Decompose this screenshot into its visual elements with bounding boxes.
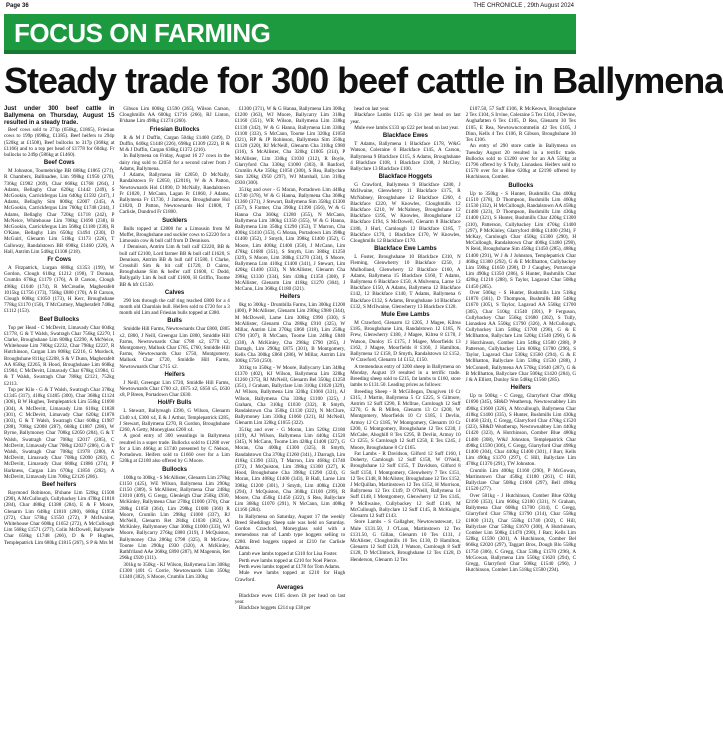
paragraph: Up to 350kg - S Hunter, Bushmills Cha 400kg £1510 (378), D Thompson, Bushmills Lim 460kg £1530 (332), H McCullough, Randalstown AA 458kg £1480 (323), D Thompson, Bushmills Lim 436kg £1400 (321), S Hunter, Bushmills Char 420kg £1300 (310), Patterson, Cullybackey Lim 470kg £1400 (297), P McKinley, Glarryford 480kg £1400 (294), F McKay, Carnlough Char 450kg £1300 (290), H McCullough, Randalstown Char 400kg £1460 (298), N Reid, Broughshane Sim 458kg £1450 (285), 488kg £1400 (291), W J & J Johnston, Templepatrick Char 460kg £1300 (292), G & E McIlhatton, Cullybackey Lim 590kg £1650 (290), D J Caughey, Portavogie Lim 490kg £1350 (286), S Hunter, Bushmills Char 420kg £1210 (288), S Taylor, Lagavad Char 508kg £1450 (285). — [465, 190, 577, 290]
paragraph: 100kg to 300kg - S McAllister, Glenarm Lim 278kg £1150 (425), WE Wilson, Ballymena Lim 290kg £1150 (389), S McAllister, Ballymena Char 248kg £1010 (409), G Gregg, Glenleigh Char 250kg £930, McKinley, Ballymena Char 270kg £1000 (370), Char 288kg £1050 (364), Lim 298kg £1080 (360) R Moore, Crumlin Lim 298kg £1000 (337), RJ McNeill, Glenarm Ret 284kg £1030 (362), A McKinley, Ballymoney Char 300kg £1000 (333), WJ Moore, Ballycarry 276kg £880 (319), J McQuiston, Ballymoney Cha 286kg £798 (325), R McGraw, Toome Lim 290kg £930 (320), A McKinley, Rathfriland AAe 268kg £890 (287), M Magennis, Ret 296kg £920 (311). — [119, 474, 230, 562]
subheading: Hol/Fr Bulls — [157, 400, 192, 407]
page-header — [0, 0, 580, 12]
paragraph: Top per Kilo - G & T Walsh, Swatragh Char 378kg £1345 (317), 418kg £1405 (300), Char 368kg £1124 (306), B W Hughes, Templepatrick Lim 556kg £1690 (304), A McDevitt, Limavady Lim 610kg £1838 (301), C McDevitt, Limavady Char 620kg £1878 (303), G & T Walsh, Swatragh Char 608kg £1987 (288), 708kg £2008 (287), 668kg £1887 (286), W Byrne, Ballymoney Char 708kg £2050 (284), G & T Walsh, Swatragh Char 708kg £2017 (285), C McDevitt, Limavady Char 708kg £2027 (286), G & T Walsh, Swatragh Char 708kg £1978 (280), A McDevitt, Limavady Char 708kg £2090 (283), C McDevitt, Limavady Char 688kg £1886 (274), P Harkness, Cargan Lim 670kg £1856 (282), A McDevitt, Limavady Lim 700kg £2126 (286). — [4, 386, 115, 480]
paragraph: M Johnston, Toomebridge BB 688kg £1865 (271), R Chambers, Ballinadee, Lim 998kg £1950 (270), 736kg £1982 (269), Char 668kg £1768 (264), J Adams, Bellaghy Char 620kg £1442 (249), S McGookin, Carrickfergus Lim 640kg £1592 (247), J Adams, Bellaghy Sim 800kg £2007 (245), A McGookin, Carrickfergus Lim 760kg £1748 (244), J Adams, Bellaghy Char 720kg £1718 (242), P McNeice, Whitehouse Lim 708kg £1690 (238), B McGookin, Carrickfergus Lim 568kg £1180 (230), R O'Kane, Bellaghy Lim 650kg £1494 (230), D McGuirl, Glenarm Lim 518kg £1173 (226), T Galloway, Randalstown BB 698kg £1460 (220), A Hall, Antrim Lim 540kg £1108 (218). — [4, 168, 115, 255]
section-title: FOCUS ON FARMING — [14, 18, 271, 48]
paragraph: Lamb ewe lambs topped at £310 for Lisa Foster. — [238, 551, 338, 558]
paragraph: Over 500kg - S Hunter, Bushmills Lim 518kg £1870 (361), D Thompson, Bushmills BB 548kg £1670 (305), S Taylor, Lagavad AA 558kg £1700 (305), Char 510kg £1540 (301), P Ferguson, Cullybackey Char 556kg £1680 (302), S Tully, Lisnaskea AA 550kg £1790 (326), A McCullough, Cullybackey Lim 540kg £1700 (296), G & E McIlhatton, Ballyclare Lim 520kg £1540 (296), G & J Hutchinson, Comber Lim 548kg £1580 (288), P Patterson, Cullybackey Lim 600kg £1780 (296), S Taylor, Lagavad Char 530kg £1560 (294), G & E McIlhatton, Ballyclare Lim 530kg £1530 (288), J McConnell, Ballymena AA 570kg £1640 (287), G & B McIlhatton, Ballyclare Char 500kg £1420 (284), G J & A Elliott, Dunloy Sim 548kg £1560 (285). — [465, 290, 577, 383]
subheading: Bullocks — [508, 182, 534, 189]
paragraph: In Ballymena on Friday, August 16 27 cows in the dairy ring sold to £2050 for a second calver from J Adams, Ballymena. — [119, 153, 230, 172]
paragraph: 301kg to 350kg - KJ Wilson, Ballymena Lim 308kg £1300 (401 G Corrie, Newtownards Lim 350kg £1340 (382), S Moore, Crumlin Lim 330kg — [119, 561, 230, 580]
subheading: Bullocks — [162, 466, 188, 473]
paragraph: Blackface Lambs £125 up £14 per head on last year. — [350, 112, 461, 125]
page-number: Page 36 — [6, 3, 29, 9]
paragraph: Crumlin Lim 400kg £1160 (290), P McGowan, Martinstown Char 450kg £1180 (261), C Hill, Ballyclare Char 508kg £1600 (297), Bell 498kg £1520 (277). — [465, 467, 577, 493]
subheading: Calves — [164, 289, 185, 296]
paragraph: Perth ewe lambs topped at £210 for Noel Pierce. — [238, 557, 338, 564]
subheading: Fr Cows — [47, 257, 72, 264]
subheading: Blackface Ewe Lambs — [374, 246, 437, 253]
paragraph: J Dennison, Antrim Lim & bull calf £2220, BB & bull calf £2100, Lord farmer BB & bull calf £1620, S Dennison, Antrim BB & bull calf £1580, I Clarke, Crosshill Sim & bit calf £1720, D Cairns, Broughshane Sim & heifer calf £1600, C Dodd, Ballygally Lim & bull calf £1600, H Griffin, Toome BB & hfr £1530. — [119, 244, 230, 288]
article-column-5 — [466, 106, 576, 734]
paragraph: A Fitzpatrick, Lurgan 680kg £1353 (199), W Gordon, Clough 610kg £1212 (198), T Donnan, Crumlin 676kg £1179 (176), A B Carson, Clough 498kg £1040 (174), R McCreadie, Magherafelt 1015kg £1756 (173), 758kg £880 (170), A B Carson, Clough 608kg £1050 (173), H Kerr, Broughshane 778kg £1170 (150), T McCartney, Magherafelt 748kg £1112 (153). — [4, 265, 115, 315]
article-headline: Steady trade for 300 beef cattle in Ballymena — [4, 60, 723, 101]
banner-stripe — [4, 50, 576, 54]
paragraph: L Stewart, Ballyreagh £390, G Wilson, Glenarm £340 x4, £300 x4, E & J Arthur, Templepatrick £285, J Stewart, Ballymena £270, R Gordon, Broughshane £260, A Getty, Moneyglass £260 x4. — [119, 408, 230, 434]
paragraph: £107.50, 57 Suff £106, R McKeown, Broughshane 2 Tex £104, S Irvine, Coleraine 5 Tex £104, J Devine, Aughafatten 6 Tex £105, D Rea, Glenarm 30 Tex £105, E Rea, Newtowncrommelin 42 Tex £105, J Dinn, Kells 4 Tex £106, R Gibson, Broughshane 30 Tex £106. — [465, 106, 577, 144]
article-column-1 — [4, 106, 114, 734]
subheading: Beef Bullocks — [39, 316, 80, 323]
paragraph: J Adams, Ballymena Hr £2050, D McNally, Randalstown Fr £2050, (£2016), W & A Patton, Newtownards Hol £1890, D McNally, Randalstown Fr £1820, J McCann, Lagan Fr £1860, J Adams, Ballymena Fr £1730, J Jameson, Broughshane Hol £1820, D Patton, Newtownards Hol £1800, T Carlisle, Dundrod Fr £1800. — [119, 172, 230, 216]
paragraph: Blackface hoggets £214 up £38 per — [238, 605, 311, 612]
paragraph: Gibson Lim 600kg £1590 (265), Wilson Carson, Cloughmills AA 600kg £1716 (266), RJ Linton, B'shane Lim 498kg £1274 (260). — [119, 106, 230, 125]
subheading: Mule Ewe Lambs — [381, 312, 430, 319]
subheading: Averages — [276, 584, 304, 591]
subheading: Beef heifers — [42, 481, 77, 488]
paragraph: Up to 500kg - C Gregg, Glarryford Char 490kg £1690 (345), SB&D Weatherup, Newtownabbey Lim 490kg £1600 (326), A Mccullough, Ballymena Char 418kg £1400 (335), S Hunter, Bushmills Lim 430kg £1460 (324), C Gregg, Glarryford Char 470kg £1520 (323), SB&D Weatherup, Newtownabbey Lim 440kg £1420 (323), A Hutchinson, Comber Blue 480kg £1480 (308), W&J Johnston, Templepatrick Char 498kg £1590 (306), C Gregg, Glarryford Char 498kg £1400 (304), Char 440kg £1400 (301), J Barr, Kells Lim 490kg £1370 (297), C Hill, Ballyclare Lim 470kg £1370 (291), TW Johnston. — [465, 393, 577, 468]
article-body — [4, 106, 576, 734]
paragraph: An entry of 290 store cattle in Ballymena on Tuesday August 20 resulted in a terrific trade. Bullocks sold to £1200 over for an AA 550kg at £1790 offered by S Tully, Lisnaskea. Heifers sold to £1570 over for a Blue 620kg at £2190 offered by Hutchinson, Comber. — [465, 143, 577, 181]
paragraph: head on last year. — [354, 106, 390, 112]
paragraph: Perth ewes lambs topped at £178 for Tom Adams. — [238, 563, 341, 570]
paragraph: In Ballymena on Saturday, August 17 the weekly Breed Sheddings Sheep sale was held on Saturday. Gordon Crawford, Moneyglass sold with a tremendous run of Lamb type hoggets selling to £280. Bred hoggets topped at £210 for Carlisle Adams. — [234, 513, 346, 551]
subheading: Blackface Hoggets — [378, 174, 433, 181]
subheading: Bulls — [167, 318, 182, 325]
paragraph: M Crawford, Glenarm 12 £205, J Magee, Kilrea £185, Broughshane Lim, Randalstown 12 £185, N Frew, Glenwherry £180, J Magee, Kilrea 8 £178, J Watson, Dunloy 15 £175, J Magee, Moorfields 13 £162, J Magee, Moorfields 8 £160, J Hamilton, Ballymena 12 £158, D Smyth, Randalstown 12 £152, W Crawford, Glenarm 14 £152, £150. — [350, 320, 461, 364]
paragraph: R & M J Duffin, Cargan 504kg £1460 (249), D Duffin, 640kg £1448 (226), 698kg £1309 (222), B & M & J Duffin, Cargan 636kg £1372 (216). — [119, 134, 230, 154]
masthead-date: THE CHRONICLE , 29th August 2024 — [473, 3, 574, 9]
paragraph: Mule ewe lambs £133 up £22 per head on last year. — [354, 124, 460, 131]
paragraph: A good entry of 300 weanlings in Ballymena resulted in a super trade. Bullocks sold to £1280 over for a Lim 466kg at £1740 presented by C Nelson, Portadown. Heifers sold to £1660 over for a Lim 520kg at £2180 also offered by G Moore. — [119, 433, 230, 465]
paragraph: £1300 (371), W & G Hanna, Ballymena Lim 300kg £1200 (363), WJ Moore, Ballycarry Lim 318kg £1160 (351), WR Wilson, Ballymena Lim 338kg £1130 (342), W & G Hanna, Ballymena Lim 330kg £1100 (333), S McCann, Toome Lim 320kg £1050 (321), RP & JP Robinson, Ballymena Sim 350kg £1120 (320), RJ McNeill, Glenarm Cha 310kg £980 (316), S McAllister, Cha 320kg £1005 (314), P McAllister, Lim 330kg £1030 (312), R Boyle, Glarryford Cha 330kg £1000 (303), R Banford, Crumlin AAe 350kg £1050 (300), S Rea, Ballyclare Sim 320kg £950 (297), WJ Marshall, Lim 310kg £930 (300). — [234, 106, 346, 187]
paragraph: Mule ewe lambs topped at £210 for Hugh Crawford. — [234, 570, 346, 583]
subheading: Blackface Ewes — [382, 133, 428, 140]
paragraph: Raymond Robinson, B'shane Lim 520kg £1508 (290), A McCullough, Cullybackey Lim 478kg £1818 (284), Char 488kg £1388 (284), E & F Moore, Glenarm Lim 648kg £1810 (280), 680kg £1958 (272), Char 578kg £1550 (272), P McIlwaine, Whitehouse Char 608kg £1652 (272), A McCullough Lim 568kg £1571 (277), Colin McDowell, Ballyearle Char 658kg £1748 (266), D & P Hughes, Templepatrick Lim 680kg £1815 (267), S P & Mrs M — [4, 489, 115, 546]
paragraph: Over 501kg - J Hutchinson, Comber Blue 620kg £2190 (353), Lim 660kg £2180 (331), N Graham, Ballymena Char 608kg £1700 (314), C Gregg, Glarryford Char 578kg £1790 (314), Char 558kg £1800 (312), Char 558kg £1740 (302), C Hill, Ballyclare Char 538kg £1670 (300), A Hutchinson, Comber Lim 508kg £1470 (290), J Barr, Kells Lim 528kg £1590 (301), A Hutchinson, Comber Bel 666kg £2020 (297), Taggart Bros, Dough Blo 558kg £1750 (306), C Gregg, Char 538kg £1570 (296), A McGowan, Ballymena Lim 550kg £1620 (294), C Gregg, Glarryford Char 508kg £1540 (296), J Hutchinson, Comber Lim 518kg £1500 (294). — [465, 492, 577, 574]
subheading: Sucklers — [162, 217, 188, 224]
paragraph: Blackface ewes £105 down £8 per head on last year. — [234, 592, 346, 605]
paragraph: 351kg and over - G Moran, Portadown Lim 448kg £1740 (378), W & G Hanna, Ballymena Cha 368kg £1360 (371), J Stewart, Ballymena Sim 358kg £1300 (357), S Farmer, Cha 390kg £1390 (356), W & G Hanna Cha 360kg £1280 (355), N McCann, Ballymena Lim 380kg £1350 (355), W & G Hanna, Ballymena Lim 350kg £1290 (353), T Marron, Cha 400kg £1410 (353), G Moran, Portadown Lim 398kg £1400 (352), J Smyth, Lim 398kg £1400 (352), G Moore, Lim 400kg £1400 (350), J McCann, Lim 478kg £1680 (351), S Smyth, Lim 380kg £1250 (329), S Moore, Lim 388kg £1270 (334), S Moore, Ballymena Lim 410kg £1400 (341), J Stewart, Lim 420kg £1400 (333), N McAllister, Glenarm Cha 398kg £1330 (334), Sim 438kg £1350 (308), F McAllister, Glenarm Lim 418kg £1270 (304), J McCann, Lim 368kg £1180 (321). — [234, 186, 346, 293]
article-lede: Just under 300 beef cattle in Ballymena on Thursday, August 15 resulted in a steady trade. — [4, 106, 115, 126]
paragraph: G Crawford, Ballymena 9 Blackface £280, J McIlwaine, Glenwherry 11 Blackface £175, R McNabney, Broughshane 12 Blackface £260, 4 Blackface £220, W Knowles, Cloughmills 12 Blackface £210, W McNabney, Broughshane 12 Blackface £195, W Knowles, Broughshane 12 Blackface £194, S McDowell, Glenarm 8 Blackface £186, J Hurl, Carnlough 12 Blackface £185, 7 Blackface £170, 1 Blackface £170, W Knowles, Cloughmills 12 Blackface £170. — [350, 182, 461, 245]
paragraph: Store Lambs - S Gallagher, Newtownstewart, 12 Mule £131.50, J O'Loan, Martinstown 12 Tex £131.50, G Gillan, Glenarm 10 Tex £131, J McAlister, Cloughmills 10 Tex £130, D Hamilton, Glenarm 12 Suff £128, J Watson, Carnlough 8 Suff £128, D McClintock, Broughshane 12 Tex £128, D Henderson, Glenarm 12 Tex — [350, 519, 461, 563]
subheading: Friesian Bullocks — [149, 126, 200, 133]
section-banner — [4, 14, 576, 54]
paragraph: 301kg to 350kg - W Moore, Ballycarry Lim 348kg £1370 (402), KJ Wilson, Ballymena Lim 328kg £1260 (375), RJ McNeill, Glenarm Bel 350kg £1250 (351), J Graham, Ballyclare Lim 310kg £1020 (329), AJ Wilson, Ballymena Lim 320kg £1060 (331), AJ Wilson, Ballymena Cha 338kg £1100 (325), J Graham, Cha 310kg £1030 (332), R Smyth, Randalstown Cha 350kg £1130 (322), N McClure, Ballymoney Lim 330kg £1060 (321), RJ McNeill, Glenarm Lim 328kg £1055 (322). — [234, 364, 346, 427]
paragraph: Bulls topped at £2800 for a Limousin from M Moffet, Broughshane and suckler cows to £2220 for a Limousin cow & bull calf from D Dennison. — [119, 225, 230, 245]
article-column-2 — [119, 106, 229, 734]
paragraph: Fat Lambs - R Davidson, Gilford 12 Suff £160, I Doherty, Carnlough 12 Suff £158, W O'Neill, Broughshane 12 Suff £155, T Davidson, Gilford 8 Suff £150, I Montgomery, Glenwherry 7 Tex £151, 12 Tex £148, R McAlister, Broughshane 12 Tex £152, J McQuillan, Martinstown 12 Tex £152, H Morrison, Ballymena 12 Tex £149, D O'Neill, Ballymena 14 Suff £148, I Montgomery, Glenwherry 12 Tex £145, P McIlwaine, Cullybackey 12 Suff £146, M McCullough, Ballyclare 12 Suff £145, R McKnight, Glenarm 12 Suff £143. — [350, 450, 461, 519]
paragraph: 290 lots through the calf ring reached £800 for a 4 month old Charolais bull. Heifers sold to £720 for a 3 month old Lim and Friesian bulls topped at £380. — [119, 297, 230, 317]
paragraph: J Neill, Greengar Lim £720, Smiddle Hill Farms, Newtownards Char £700 x2, £675 x2, £650 x5, £630 x8, P Breen, Portadown Char £630. — [119, 379, 230, 399]
article-column-4 — [350, 106, 460, 734]
subheading: Beef Cows — [43, 160, 75, 167]
paragraph: A tremendous entry of 3200 sheep in Ballymena on Monday, August 19 resulted in a terrific trade. Breeding sheep sold to £215, fat lambs to £160, store lambs to £131.50. Leading prices as follows: — [350, 363, 461, 389]
subheading: Heifers — [279, 294, 301, 301]
subheading: Heifers — [510, 385, 531, 392]
paragraph: Smiddle Hill Farms, Newtownards Char £800, £805 x2, £800, J Neill, Greengar Lim £800, Smiddle Hill Farms, Newtownards Char £780 x2, £770 x2, Montgomery, Mallusk Char £765, £760, Smiddle Hill Farms, Newtownards Char £750, Montgomery, Mallusk Char £720, Smiddle Hill Farms, Newtownards Char £715 x2. — [119, 326, 230, 370]
paragraph: Beef cows sold to 271p (650kg, £1865), Friesian cows to 199p (698kg, £1385). Beef heifers to 294p (520kg at £1508), Beef bullocks to 317p (368kg at £1166) and to a top per head of £1778 for 604kg. Fr bullocks to 249p (586kg at £1460). — [4, 127, 115, 158]
paragraph: L Foster, Broughshane 10 Blackface £310, N Fleming, Glenwherry 10 Blackface £250, J Mulholland, Glenwherry 12 Blackface £160, A Adams, Ballymena 15 Blackface £160, T Adams, Ballymena 6 Blackface £150, A Mulvenna, Larne 12 Blackface £150, A Adams, Ballymena 12 Blackface £142, 12 Blackface £140, T Adams, Ballymena 6 Blackface £132, S Adams, Broughshane 14 Blackface £132, S McIlwaine, Glenwherry 13 Blackface £128. — [350, 254, 461, 310]
article-column-3 — [235, 106, 345, 734]
paragraph: 351kg and over - G Moran, Lim 520kg £2180 (419), AJ Wilson, Ballymena Lim 440kg £1520 (345), N McCann, Toome Lim 428kg £1400 (327), G Moran, Cha 400kg £1300 (325), R Smyth, Randalstown Cha 370kg £1260 (341), J Darragh, Lim 418kg £1390 (333), T Marron, Lim 468kg £1740 (372), J McQuiston, Lim 398kg £1300 (327), K Hood, Broughshane Cha 398kg £1290 (324), G Moran, Lim 408kg £1400 (343), B Hall, Larne Lim 398kg £1200 (301), J Smyth, Lim 408kg £1200 (294), J McQuiston, Cha 368kg £1100 (299), R Moore, Cha 450kg £1450 (322), S Rea, Ballyclare Lim 368kg £1070 (291), N McCann, Lim 408kg £1160 (284). — [234, 426, 346, 514]
paragraph: Breeding Sheep - R McGillegan, Dungiven 10 Cr £315, J Martin, Ballymena 5 Cr £225, S Gilmore, Antrim 12 Suff £290, E McIlrae, Carnlough 12 Suff £270, G & R Millen, Glenarm 13 Cr £200, W Montgomery, Moorfields 10 Cr £185, I Devlin, Armoy 12 Cr £185, W Montgomery, Glenarm 10 Cr £200, G Montgomery, Broughshane 12 Tex £230, J McCabe, Ahoghill 8 Tex £295, B Devlin, Armoy 10 Cr £255, S Carnlough 12 Suff £250, E Tex £245, J Moore, Broughshane 8 Cr £165. — [350, 388, 461, 451]
paragraph: T Adams, Ballymena 1 Blackface £178, W&G Watson, Coleraine 6 Blackface £145, A Carson, Ballymena 9 Blackface £115, S Adams, Broughshane 4 Blackface £108, 1 Blackface £108, J McCloy, Ballyclare 13 Blackface £100. — [350, 141, 461, 172]
paragraph: 0kg to 300kg - Drumbilla Farms, Lim 300kg £1200 (400), P McAllister, Glenarm Lim 290kg £980 (344), M McDowell, Larne Lim 300kg £990 (330), S McAllister, Glenarm Cha 280kg £910 (325), W Millar, Antrim Lim 270kg £860 (318), Lim 258kg £790 (307), R McCann, Toome Lim 248kg £840 (338), A McKinley, Cha 298kg £790 (265), J Darragh, Lim 290kg £875 (301), B Montgomery, Kells Cha 300kg £860 (286), W Millar, Antrim Lim 300kg £750 (250). — [234, 302, 346, 365]
subheading: Heifers — [164, 371, 185, 378]
paragraph: Top per Head - C McDevitt, Limavady Char 604kg £1778, G & T Walsh, Swatragh Char 756kg £2270, I Clarke, Broughshane Lim 808kg £2290, A McNeice, Whitehouse Lim 780kg £2232, Char 798kg £2227, R Hutchinson, Cargan Lim 808kg £2216, G Murdock, Broughshane 811kg £2208, S & V Dunn, Magherafelt AA 858kg £2265, R Hood, Broughshane Lim 668kg £1984, C McDevitt, Limavady Char 678kg £1984, G & T Walsh, Swatragh Char 788kg £2121, 752kg £2113. — [4, 324, 115, 387]
